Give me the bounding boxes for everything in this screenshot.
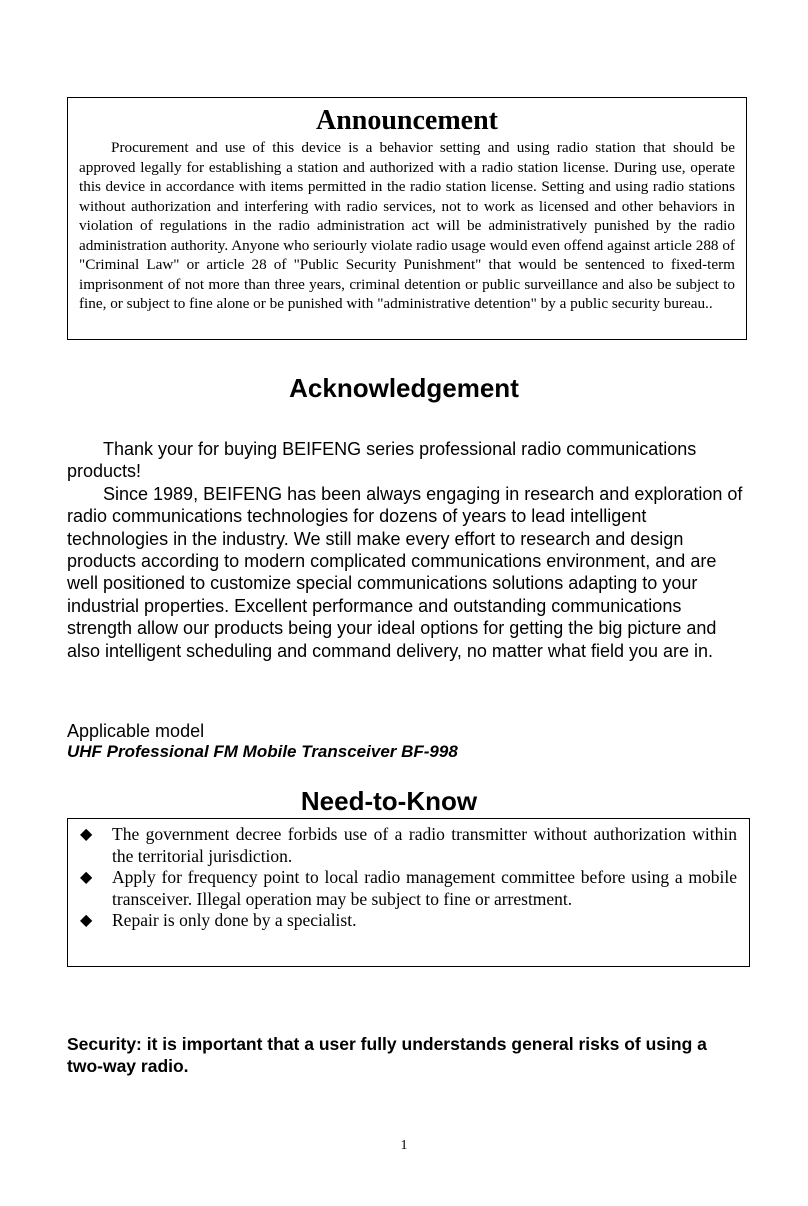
list-item	[80, 867, 737, 910]
acknowledgement-title: Acknowledgement	[289, 373, 519, 403]
announcement-text: Procurement and use of this device is a behavior setting and using radio station that should be approved legally for establishing a station and authorized with a radio station license. During use, operate this device in accordance with items permitted in the radio station license. Setting and using radio stations without authorization and interfering with radio services, not to work as licensed and other behaviors in violation of regulations in the radio administration act will be administratively punished by the radio administration authority. Anyone who seriourly violate radio usage would even offend against article 288 of "Criminal Law" or article 28 of "Public Security Punishment" that would be sentenced to fixed-term imprisonment of not more than three years, criminal detention or public surveillance and also be subject to fine, or subject to fine alone or be punished with "administrative detention" by a public security bureau..	[79, 139, 735, 312]
acknowledgement-paragraph: Since 1989, BEIFENG has been always engaging in research and exploration of radio communications technologies for dozens of years to lead intelligent technologies in the industry. We still make every effort to research and design products according to modern complicated communications environment, and are well positioned to customize special communications solutions adapting to your industrial properties. Excellent performance and outstanding communications strength allow our products being your ideal options for getting the big picture and also intelligent scheduling and command delivery, no matter what field you are in.	[67, 483, 743, 661]
diamond-bullet-icon: ◆	[80, 869, 93, 886]
need-to-know-list	[80, 824, 737, 932]
list-item-text: The government decree forbids use of a radio transmitter without authorization within the territorial jurisdiction.	[112, 824, 737, 866]
list-item-text: Apply for frequency point to local radio management committee before using a mobile transceiver. Illegal operation may be subject to fine or arrestment.	[112, 867, 737, 909]
list-item	[80, 824, 737, 867]
security-notice: Security: it is important that a user fully understands general risks of using a two-way radio.	[67, 1034, 707, 1076]
announcement-box	[67, 97, 747, 340]
diamond-bullet-icon: ◆	[80, 912, 93, 929]
page-number: 1	[400, 1138, 408, 1153]
acknowledgement-paragraph: Thank your for buying BEIFENG series professional radio communications products!	[67, 439, 697, 482]
need-to-know-box	[67, 818, 750, 967]
applicable-model-label: Applicable model	[67, 721, 205, 741]
diamond-bullet-icon: ◆	[80, 826, 93, 843]
need-to-know-title: Need-to-Know	[300, 786, 478, 816]
announcement-title: Announcement	[315, 105, 498, 136]
list-item-text: Repair is only done by a specialist.	[112, 910, 357, 930]
applicable-model-name: UHF Professional FM Mobile Transceiver BF-998	[67, 742, 458, 761]
acknowledgement-body	[67, 438, 747, 662]
list-item	[80, 910, 737, 932]
